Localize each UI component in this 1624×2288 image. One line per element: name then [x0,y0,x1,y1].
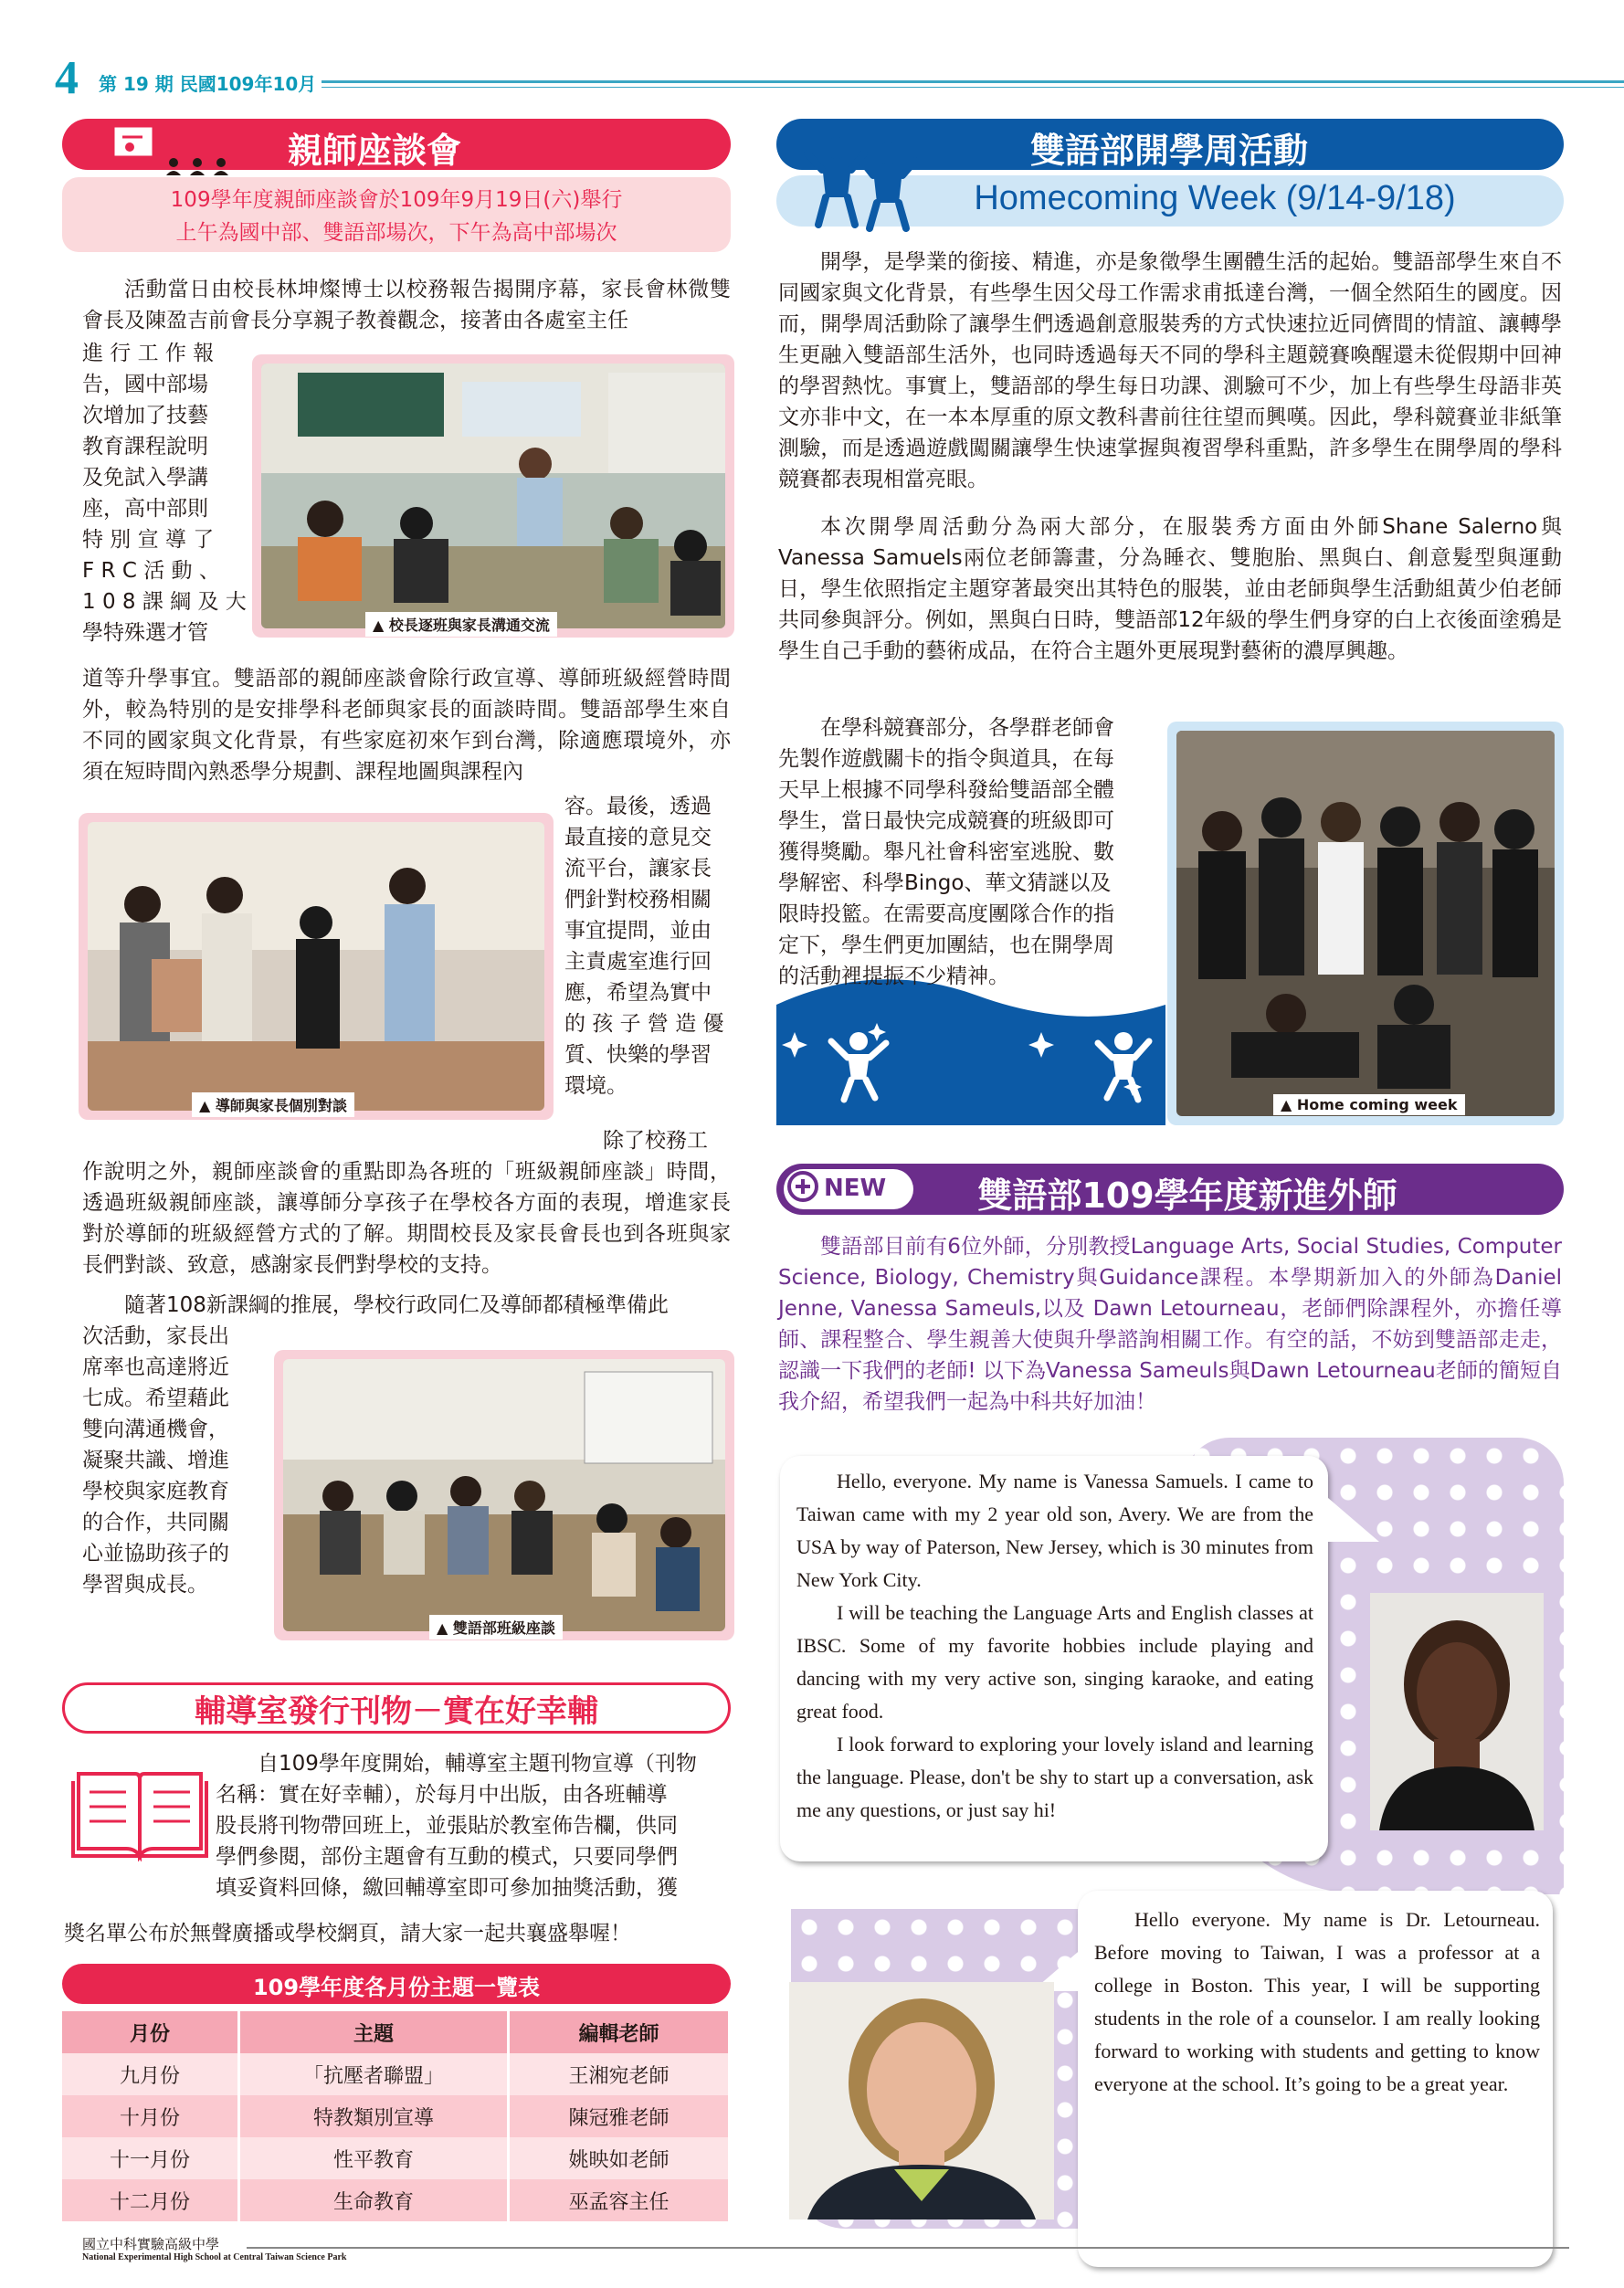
new-badge [784,1169,913,1209]
table-header-row [62,2011,730,2053]
homecoming-title: 雙語部開學周活動 [1029,131,1308,171]
table-header: 編輯老師 [509,2011,730,2053]
footer-school-name-zh: 國立中科實驗高級中學 [82,2238,220,2252]
header-rule [322,80,1624,83]
topic-table [62,2011,731,2221]
page-header [55,52,1624,104]
pta-paragraph-1: 活動當日由校長林坤燦博士以校務報告揭開序幕，家長會林微雙會長及陳盈吉前會長分享親子教養觀念，接著由各處室主任 [82,278,731,332]
table-header: 月份 [62,2011,239,2053]
vanessa-intro: Hello, everyone. My name is Vanessa Samuels. I came to Taiwan came with my 2 year old son, Avery. We are from the USA by way of Paterson, New Jersey, which is 30 minutes from New York City. I will be teaching the Language Arts and English classes at IBSC. Some of my favorite hobbies include playing and dancing with my very active son, singing karaoke, and eating great food. I look forward to exploring your lovely island and learning the language. Please, don't be shy to start up a conversation, ask me any questions, or just say hi! [796,1470,1313,1821]
pta-paragraph-2-wrap: 容。最後，透過 最直接的意見交 流平台，讓家長 們針對校務相關 事宜提問，並由 主責處室進行回 應，希望為實中 的 孩 子 營 造 優 質、快樂的學習 環境。 [564,795,724,1098]
pta-subtitle-line1: 109學年度親師座談會於109年9月19日(六)舉行 [170,188,623,212]
homecoming-paragraph-1: 開學，是學業的銜接、精進，亦是象徵學生團體生活的起始。雙語部學生來自不同國家與文化背景，有些學生因父母工作需求甫抵達台灣，一個全然陌生的國度。因而，開學周活動除了讓學生們透過創意服裝秀的方式快速拉近同儕間的情誼、讓轉學生更融入雙語部生活外，也同時透過每天不同的學科主題競賽喚醒還未從假期中回神的學習熱忱。事實上，雙語部的學生每日功課、測驗可不少，加上有些學生母語非英文亦非中文，在一本本厚重的原文教科書前往往望而興嘆。因此，學科競賽並非紙筆測驗，而是透過遊戲闖關讓學生快速掌握與複習學科重點，許多學生在開學周的學科競賽都表現相當亮眼。 [778,250,1562,491]
photo-bilingual-class-meeting [283,1359,725,1631]
pta-paragraph-3-lead: 除了校務工 [603,1129,708,1153]
pta-subtitle-line2: 上午為國中部、雙語部場次，下午為高中部場次 [175,221,617,245]
issue-label: 第 19 期 民國109年10月 [99,73,317,95]
new-teachers-intro: 雙語部目前有6位外師，分別教授Language Arts, Social Studies, Computer Science, Biology, Chemistry與Guidance課程。本學期新加入的外師為Daniel Jenne, Vanessa Sameuls,以及 Dawn Letourneau，老師們除課程外，亦擔任導師、課程整合、學生親善大使與升學諮詢相關工作。有空的話，不妨到雙語部走走，認識一下我們的老師! 以下為Vanessa Sameuls與Dawn Letourneau老師的簡短自我介紹，希望我們一起為中科共好加油！ [778,1235,1562,1414]
pta-paragraph-1-wrap: 進 行 工 作 報 告，國中部場 次增加了技藝 教育課程說明 及免試入學講 座，高中部則 特 別 宣 導 了 F R C 活 動 、 1 0 8 課 綱 及 大 學特殊選才管 [82,342,247,645]
dawn-intro: Hello everyone. My name is Dr. Letourneau. Before moving to Taiwan, I was a professor at a college in Boston. This year, I will be supporting students in the role of a counselor. I am really looking forward to working with students and getting to know everyone at the school. It’s going to be a great year. [1094,1908,1540,2095]
counseling-last-line: 獎名單公布於無聲廣播或學校網頁，請大家一起共襄盛舉喔！ [64,1922,631,1945]
footer-rule [247,2247,1569,2249]
counseling-paragraph: 自109學年度開始，輔導室主題刊物宣導（刊物 名稱：實在好幸輔），於每月中出版，由各班輔導 股長將刊物帶回班上，並張貼於教室佈告欄，供同 學們參閱，部份主題會有互動的模式，只要同學們 填妥資料回條，繳回輔導室即可參加抽獎活動，獲 [216,1752,697,1900]
photo-teacher-parent-talk [88,822,544,1111]
pta-paragraph-2: 道等升學事宜。雙語部的親師座談會除行政宣導、導師班級經營時間外，較為特別的是安排學科老師與家長的面談時間。雙語部學生來自不同的國家與文化背景，有些家庭初來乍到台灣，除適應環境外，亦須在短時間內熟悉學分規劃、課程地圖與課程內 [82,667,731,784]
caption-homecoming-week: ▲ Home coming week [1273,1094,1465,1115]
table-row: 九月份 「抗壓者聯盟」 王湘宛老師 [62,2053,730,2095]
footer-school-name-en: National Experimental High School at Central Taiwan Science Park [82,2252,347,2262]
topic-table-title: 109學年度各月份主題一覽表 [252,1975,541,2000]
pta-paragraph-4-wrap: 次活動，家長出 席率也高達將近 七成。希望藉此 雙向溝通機會， 凝聚共識、增進 學校與家庭教育 的合作，共同關 心並協助孩子的 學習與成長。 [82,1324,229,1597]
book-icon [71,1761,208,1865]
homecoming-subtitle: Homecoming Week (9/14-9/18) [974,179,1456,217]
table-row: 十二月份 生命教育 巫孟容主任 [62,2179,730,2221]
plus-circle-icon [787,1171,818,1202]
new-badge-label: NEW [824,1175,887,1202]
caption-teacher-parent-talk: ▲ 導師與家長個別對談 [192,1092,354,1117]
dancing-kid-icon [822,1030,895,1107]
table-row: 十月份 特教類別宣導 陳冠雅老師 [62,2095,730,2137]
pta-paragraph-3: 作說明之外，親師座談會的重點即為各班的「班級親師座談」時間，透過班級親師座談，讓導師分享孩子在學校各方面的表現，增進家長對於導師的班級經營方式的了解。期間校長及家長會長也到各班與家長們對談、致意，感謝家長們對學校的支持。 [82,1160,731,1277]
page-number: 4 [55,52,79,104]
vanessa-portrait [1370,1593,1544,1830]
dawn-portrait [789,1982,1054,2219]
photo-homecoming-week [1176,731,1555,1116]
homecoming-paragraph-3: 在學科競賽部分，各學群老師會 先製作遊戲關卡的指令與道具，在每 天早上根據不同學科發給雙語部全體 學生，當日最快完成競賽的班級即可 獲得獎勵。舉凡社會科密室逃脫、數 學解密、科學Bingo、華文猜謎以及 限時投籃。在需要高度團隊合作的指 定下，學生們更加團結，也在開學周 的活動裡提振不少精神。 [778,716,1114,988]
photo-principal-classroom [261,364,725,628]
header-rule-thin [322,87,1624,88]
new-teachers-title: 雙語部109學年度新進外師 [977,1176,1397,1216]
pta-paragraph-4: 隨著108新課綱的推展，學校行政同仁及導師都積極準備此 [124,1293,669,1317]
dancing-kid-icon [1087,1030,1160,1107]
vanessa-speech-tail [1315,1487,1388,1564]
caption-bilingual-class-meeting: ▲ 雙語部班級座談 [429,1615,563,1640]
kids-icon [804,133,923,237]
counseling-title: 輔導室發行刊物－實在好幸輔 [195,1693,598,1730]
homecoming-paragraph-2: 本次開學周活動分為兩大部分，在服裝秀方面由外師Shane Salerno與Vanessa Samuels兩位老師籌畫，分為睡衣、雙胞胎、黑與白、創意髮型與運動日，學生依照指定主題穿著最突出其特色的服裝，並由老師與學生活動組黃少伯老師共同參與評分。例如，黑與白日時，雙語部12年級的學生們身穿的白上衣後面塗鴉是學生自己手動的藝術成品，在符合主題外更展現對藝術的濃厚興趣。 [778,515,1562,663]
table-header: 主題 [239,2011,509,2053]
presentation-icon [110,119,164,170]
table-row: 十一月份 性平教育 姚映如老師 [62,2137,730,2179]
pta-title: 親師座談會 [287,131,461,171]
caption-principal-classroom: ▲ 校長逐班與家長溝通交流 [365,612,557,637]
